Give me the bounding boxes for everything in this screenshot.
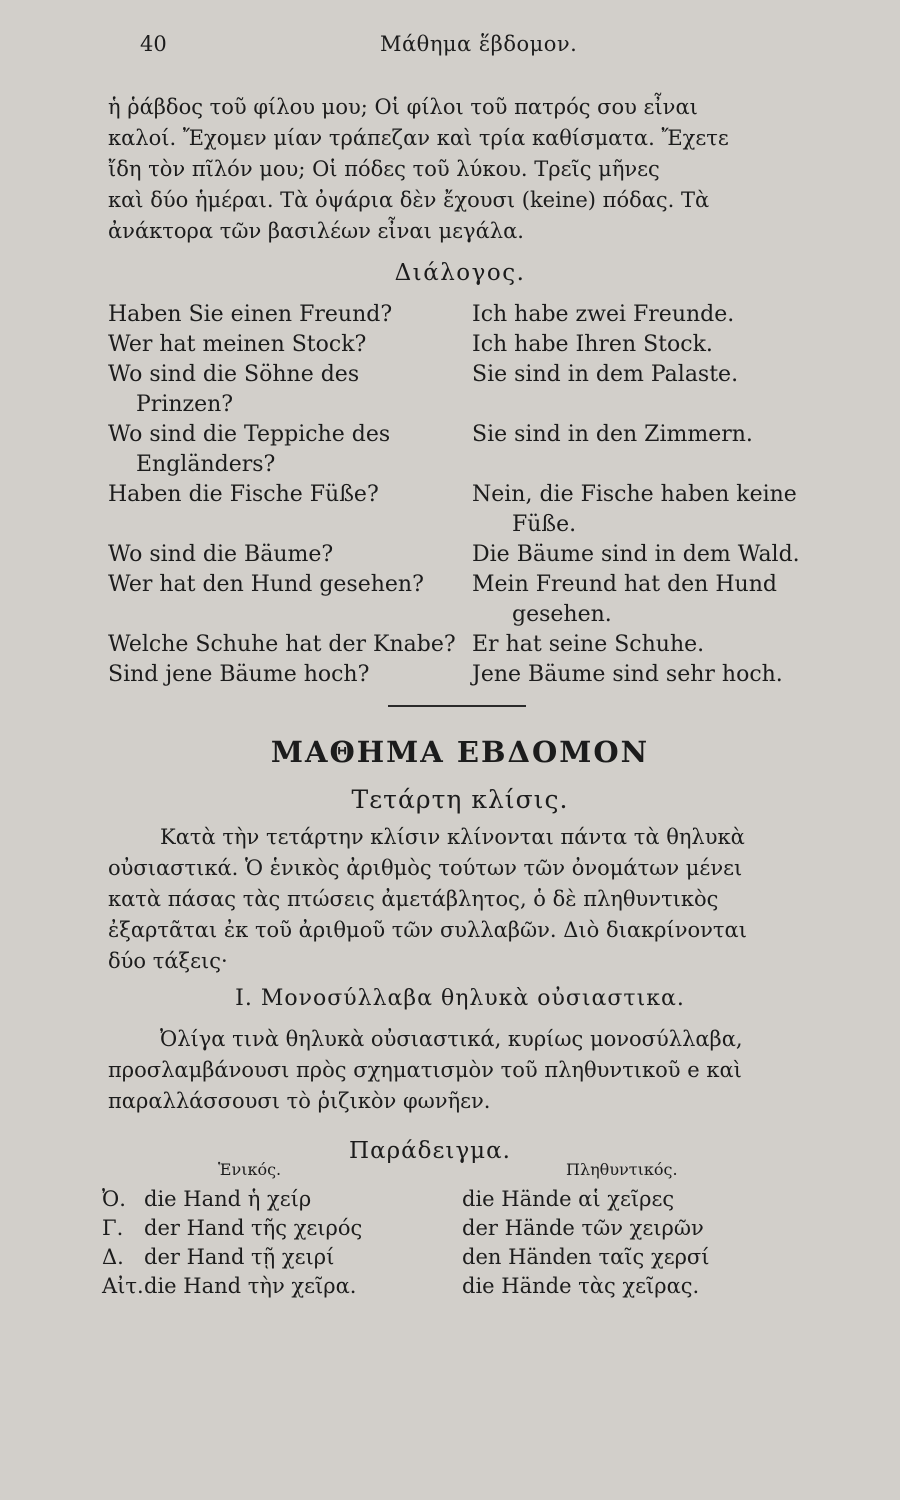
singular-form: die Hand ἡ χείρ: [144, 1187, 312, 1211]
answer: Sie sind in dem Palaste.: [472, 362, 739, 387]
text-line: οὐσιαστικά. Ὁ ἑνικὸς ἀριθμὸς τούτων τῶν ὀνομάτων μένει: [108, 856, 743, 880]
text-line: ἴδη τὸν πῖλόν μου; Οἱ πόδες τοῦ λύκου. Τρεῖς μῆνες: [108, 157, 660, 181]
section-paragraph: [108, 1024, 818, 1117]
text-line: καὶ δύο ἡμέραι. Τὰ ὀψάρια δὲν ἔχουσι (keine) πόδας. Τὰ: [108, 188, 710, 212]
declension-row: [102, 1243, 822, 1272]
question: Sind jene Bäume hoch?: [108, 662, 370, 687]
intro-paragraph: [108, 822, 818, 977]
question: Welche Schuhe hat der Knabe?: [108, 632, 456, 657]
answer: Nein, die Fische haben keine Füße.: [472, 482, 797, 537]
plural-form: die Hände τὰς χεῖρας.: [462, 1274, 700, 1298]
dialog-table: [108, 300, 828, 690]
answer: Ich habe zwei Freunde.: [472, 302, 735, 327]
plural-form: der Hände τῶν χειρῶν: [462, 1216, 704, 1240]
dialog-row: [108, 540, 828, 570]
plural-form: den Händen ταῖς χερσί: [462, 1245, 710, 1269]
dialog-row: [108, 570, 828, 630]
text-line: καλοί. Ἔχομεν μίαν τράπεζαν καὶ τρία καθίσματα. Ἔχετε: [108, 126, 729, 150]
declension-row: [102, 1214, 822, 1243]
dialog-row: [108, 300, 828, 330]
dialog-row: [108, 330, 828, 360]
singular-label: Ἑνικός.: [218, 1160, 282, 1179]
question: Wo sind die Bäume?: [108, 542, 334, 567]
section-divider: [388, 705, 526, 707]
text-line: ἐξαρτᾶται ἐκ τοῦ ἀριθμοῦ τῶν συλλαβῶν. Διὸ διακρίνονται: [108, 918, 747, 942]
case-label: Γ.: [102, 1216, 124, 1240]
answer: Ich habe Ihren Stock.: [472, 332, 713, 357]
text-line: Ὀλίγα τινὰ θηλυκὰ οὐσιαστικά, κυρίως μονοσύλλαβα,: [160, 1027, 743, 1051]
text-line: ἀνάκτορα τῶν βασιλέων εἶναι μεγάλα.: [108, 219, 524, 243]
answer: Die Bäume sind in dem Wald.: [472, 542, 800, 567]
plural-label: Πληθυντικός.: [566, 1160, 678, 1179]
case-label: Αἰτ.: [102, 1274, 144, 1298]
dialog-row: [108, 360, 828, 420]
question: Haben die Fische Füße?: [108, 482, 379, 507]
declension-row: [102, 1185, 822, 1214]
page-header: [140, 32, 840, 62]
question: Haben Sie einen Freund?: [108, 302, 393, 327]
case-label: Δ.: [102, 1245, 124, 1269]
question: Wer hat meinen Stock?: [108, 332, 367, 357]
running-head: Μάθημα ἕβδομον.: [380, 32, 578, 56]
example-title: Παράδειγμα.: [349, 1138, 511, 1164]
text-line: κατὰ πάσας τὰς πτώσεις ἀμετάβλητος, ὁ δὲ πληθυντικὸς: [108, 887, 719, 911]
page-number: 40: [140, 32, 167, 56]
singular-form: der Hand τῇ χειρί: [144, 1245, 335, 1269]
question: Wer hat den Hund gesehen?: [108, 572, 424, 597]
singular-form: die Hand τὴν χεῖρα.: [144, 1274, 357, 1298]
answer: Mein Freund hat den Hund gesehen.: [472, 572, 777, 627]
declension-table: [102, 1185, 822, 1301]
text-line: προσλαμβάνουσι πρὸς σχηματισμὸν τοῦ πληθυντικοῦ e καὶ: [108, 1058, 742, 1082]
question: Wo sind die Söhne des Prinzen?: [108, 362, 360, 417]
text-line: Κατὰ τὴν τετάρτην κλίσιν κλίνονται πάντα τὰ θηλυκὰ: [160, 825, 745, 849]
lesson-title: ΜΑΘΗΜΑ ΕΒΔΟΜΟΝ: [270, 735, 650, 769]
answer: Jene Bäume sind sehr hoch.: [472, 662, 783, 687]
dialog-row: [108, 630, 828, 660]
lesson-subtitle: Τετάρτη κλίσις.: [351, 785, 569, 814]
singular-form: der Hand τῆς χειρός: [144, 1216, 363, 1240]
dialog-row: [108, 660, 828, 690]
question: Wo sind die Teppiche des Engländers?: [108, 422, 391, 477]
plural-form: die Hände αἱ χεῖρες: [462, 1187, 675, 1211]
answer: Er hat seine Schuhe.: [472, 632, 705, 657]
answer: Sie sind in den Zimmern.: [472, 422, 753, 447]
section-heading: I. Μονοσύλλαβα θηλυκὰ οὐσιαστικα.: [235, 986, 685, 1011]
case-label: Ὀ.: [102, 1187, 126, 1211]
exercise-paragraph: [108, 92, 818, 247]
dialog-row: [108, 420, 828, 480]
text-line: ἡ ῥάβδος τοῦ φίλου μου; Οἱ φίλοι τοῦ πατρός σου εἶναι: [108, 95, 698, 119]
declension-row: [102, 1272, 822, 1301]
dialog-row: [108, 480, 828, 540]
dialog-title: Διάλογος.: [394, 260, 526, 286]
text-line: δύο τάξεις·: [108, 949, 228, 973]
text-line: παραλλάσσουσι τὸ ῥιζικὸν φωνῆεν.: [108, 1089, 491, 1113]
